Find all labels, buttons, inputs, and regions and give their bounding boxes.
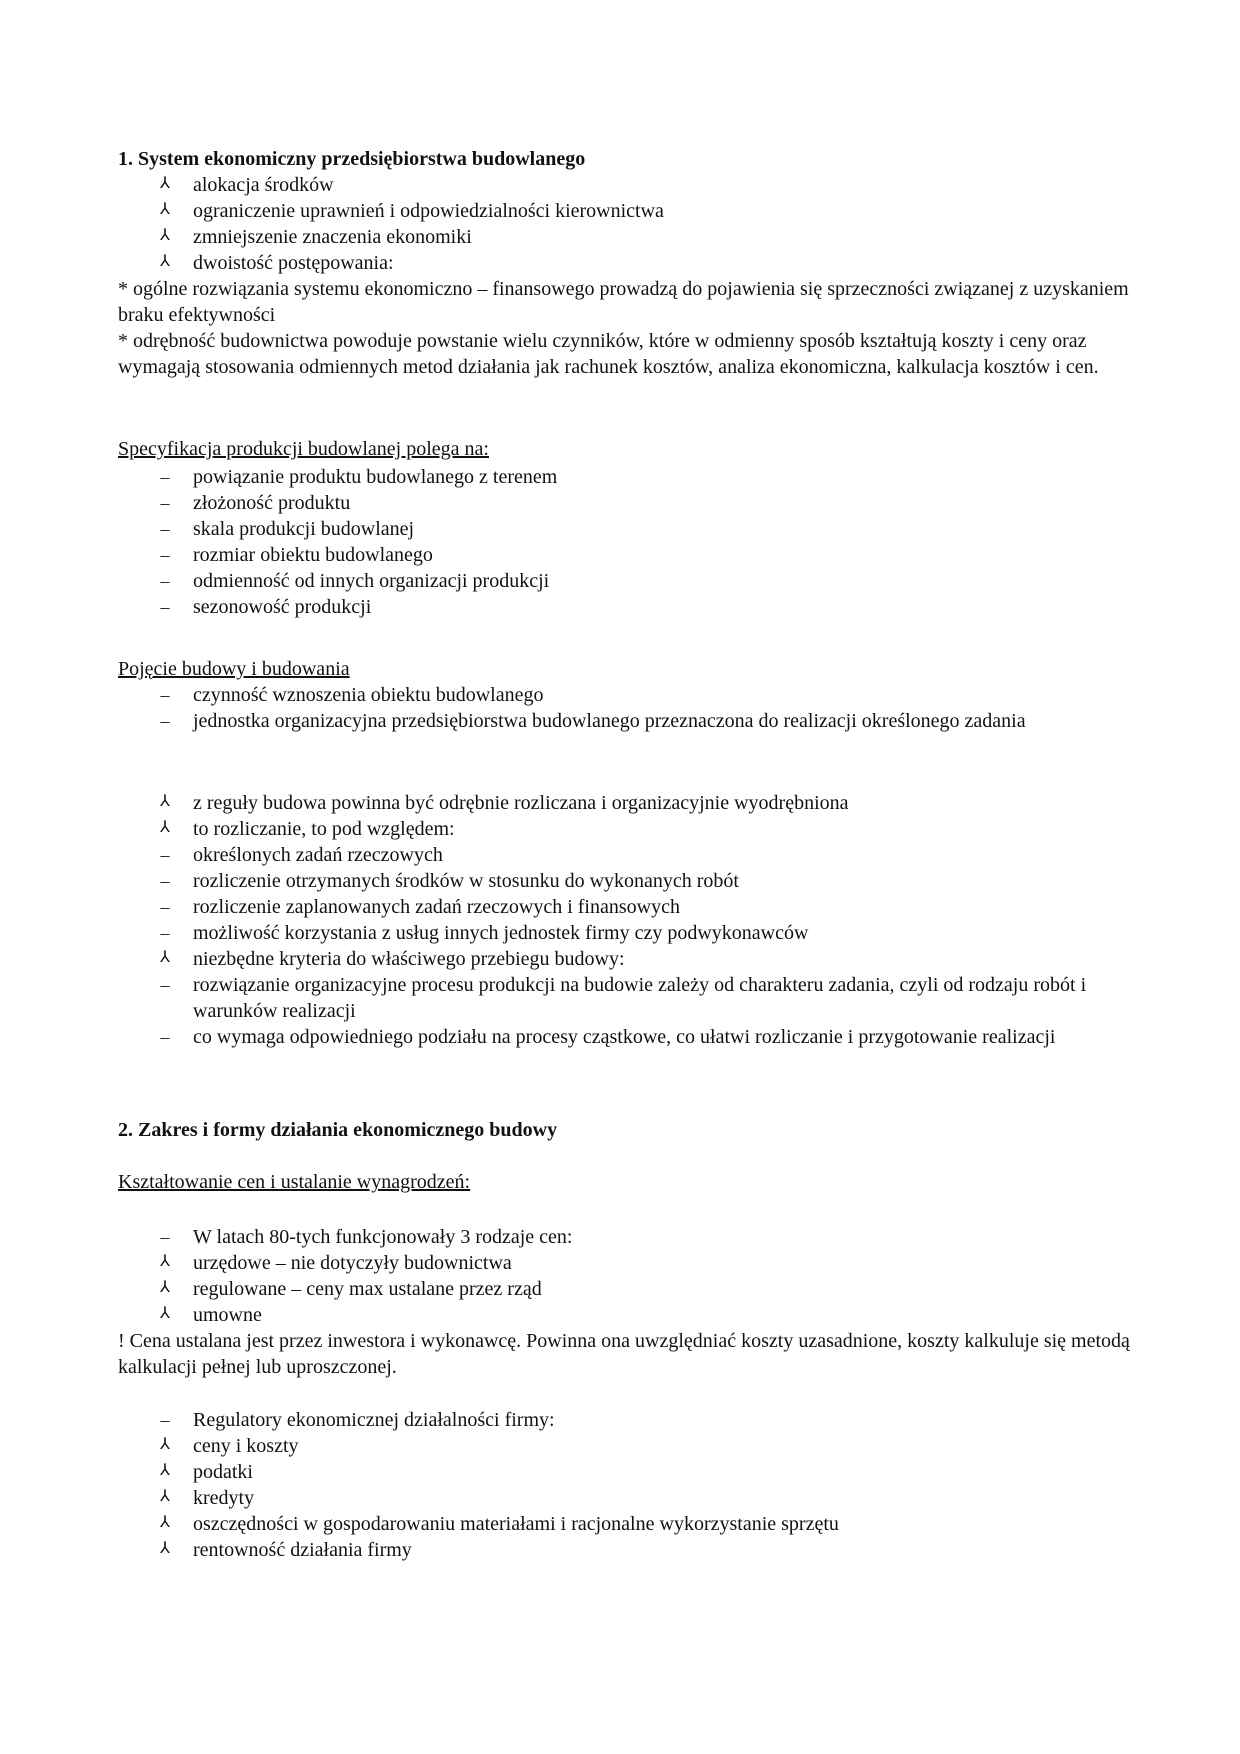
triangle-bullet-icon: ⅄: [160, 1436, 170, 1453]
list-item: – możliwość korzystania z usług innych jednostek firmy czy podwykonawców: [118, 920, 1130, 946]
list-item: ⅄ urzędowe – nie dotyczyły budownictwa: [118, 1250, 1130, 1276]
pojecie-section: [118, 656, 1130, 734]
triangle-bullet-icon: ⅄: [160, 175, 170, 192]
list-item: ⅄ ograniczenie uprawnień i odpowiedzialności kierownictwa: [118, 198, 1130, 224]
triangle-bullet-icon: ⅄: [160, 1514, 170, 1531]
list-item: – rozwiązanie organizacyjne procesu produkcji na budowie zależy od charakteru zadania, czyli od rodzaju robót i warunków realizacji: [118, 972, 1130, 1024]
dash-bullet-icon: –: [160, 685, 170, 705]
prices-subheading: Kształtowanie cen i ustalanie wynagrodzeń:: [118, 1171, 471, 1193]
triangle-bullet-icon: ⅄: [160, 227, 170, 244]
list-item: ⅄ kredyty: [118, 1485, 1130, 1511]
dash-bullet-icon: –: [160, 897, 170, 917]
triangle-bullet-icon: ⅄: [160, 1540, 170, 1557]
list-item: – sezonowość produkcji: [118, 594, 1130, 620]
triangle-bullet-icon: ⅄: [160, 253, 170, 270]
dash-bullet-icon: –: [160, 923, 170, 943]
list-item: – jednostka organizacyjna przedsiębiorstwa budowlanego przeznaczona do realizacji określonego zadania: [118, 708, 1130, 734]
list-item: ⅄ niezbędne kryteria do właściwego przebiegu budowy:: [118, 946, 1130, 972]
triangle-bullet-icon: ⅄: [160, 1279, 170, 1296]
triangle-bullet-icon: ⅄: [160, 1305, 170, 1322]
pojecie-heading: Pojęcie budowy i budowania: [118, 658, 350, 680]
list-item: – skala produkcji budowlanej: [118, 516, 1130, 542]
list-item: – określonych zadań rzeczowych: [118, 842, 1130, 868]
list-item: – powiązanie produktu budowlanego z terenem: [118, 464, 1130, 490]
note-paragraph: * ogólne rozwiązania systemu ekonomiczno – finansowego prowadzą do pojawienia się sprzeczności związanej z uzyskaniem braku efektywności: [118, 278, 1129, 326]
dash-bullet-icon: –: [160, 1410, 170, 1430]
list-item: ⅄ regulowane – ceny max ustalane przez rząd: [118, 1276, 1130, 1302]
triangle-bullet-icon: ⅄: [160, 819, 170, 836]
dash-bullet-icon: –: [160, 1027, 170, 1047]
prices-section: [118, 1169, 1130, 1195]
list-item: – Regulatory ekonomicznej działalności firmy:: [118, 1407, 1130, 1433]
triangle-bullet-icon: ⅄: [160, 949, 170, 966]
dash-bullet-icon: –: [160, 975, 170, 995]
dash-bullet-icon: –: [160, 571, 170, 591]
triangle-bullet-icon: ⅄: [160, 201, 170, 218]
spec-section: [118, 436, 1130, 620]
note-paragraph: ! Cena ustalana jest przez inwestora i wykonawcę. Powinna ona uwzględniać koszty uzasadnione, koszty kalkuluje się metodą kalkulacji pełnej lub uproszczonej.: [118, 1330, 1130, 1378]
list-item: ⅄ oszczędności w gospodarowaniu materiałami i racjonalne wykorzystanie sprzętu: [118, 1511, 1130, 1537]
section-2: [118, 1117, 1130, 1143]
list-item: ⅄ ceny i koszty: [118, 1433, 1130, 1459]
list-item: – W latach 80-tych funkcjonowały 3 rodzaje cen:: [118, 1224, 1130, 1250]
dash-bullet-icon: –: [160, 871, 170, 891]
section-1: [118, 146, 1130, 380]
list-item: ⅄ dwoistość postępowania:: [118, 250, 1130, 276]
list-item: – złożoność produktu: [118, 490, 1130, 516]
budowa-list: [118, 790, 1130, 1050]
dash-bullet-icon: –: [160, 545, 170, 565]
list-item: ⅄ rentowność działania firmy: [118, 1537, 1130, 1563]
dash-bullet-icon: –: [160, 493, 170, 513]
list-item: ⅄ alokacja środków: [118, 172, 1130, 198]
section-1-heading: 1. System ekonomiczny przedsiębiorstwa budowlanego: [118, 148, 586, 170]
section-2-heading: 2. Zakres i formy działania ekonomicznego budowy: [118, 1119, 558, 1141]
list-item: ⅄ podatki: [118, 1459, 1130, 1485]
list-item: ⅄ z reguły budowa powinna być odrębnie rozliczana i organizacyjnie wyodrębniona: [118, 790, 1130, 816]
list-item: – rozliczenie otrzymanych środków w stosunku do wykonanych robót: [118, 868, 1130, 894]
dash-bullet-icon: –: [160, 519, 170, 539]
note-paragraph: * odrębność budownictwa powoduje powstanie wielu czynników, które w odmienny sposób kształtują koszty i ceny oraz wymagają stosowania odmiennych metod działania jak rachunek kosztów, analiza ekonomiczna, kalkulacja kosztów i cen.: [118, 330, 1099, 378]
dash-bullet-icon: –: [160, 1227, 170, 1247]
list-item: – co wymaga odpowiedniego podziału na procesy cząstkowe, co ułatwi rozliczanie i przygotowanie realizacji: [118, 1024, 1130, 1050]
list-item: ⅄ zmniejszenie znaczenia ekonomiki: [118, 224, 1130, 250]
list-item: – rozmiar obiektu budowlanego: [118, 542, 1130, 568]
dash-bullet-icon: –: [160, 597, 170, 617]
list-item: – czynność wznoszenia obiektu budowlanego: [118, 682, 1130, 708]
prices-list: [118, 1224, 1130, 1380]
list-item: – rozliczenie zaplanowanych zadań rzeczowych i finansowych: [118, 894, 1130, 920]
spec-heading: Specyfikacja produkcji budowlanej polega na:: [118, 438, 489, 460]
triangle-bullet-icon: ⅄: [160, 1488, 170, 1505]
dash-bullet-icon: –: [160, 711, 170, 731]
triangle-bullet-icon: ⅄: [160, 793, 170, 810]
list-item: – odmienność od innych organizacji produkcji: [118, 568, 1130, 594]
triangle-bullet-icon: ⅄: [160, 1253, 170, 1270]
dash-bullet-icon: –: [160, 467, 170, 487]
regulators-list: [118, 1407, 1130, 1563]
dash-bullet-icon: –: [160, 845, 170, 865]
list-item: ⅄ umowne: [118, 1302, 1130, 1328]
triangle-bullet-icon: ⅄: [160, 1462, 170, 1479]
list-item: ⅄ to rozliczanie, to pod względem:: [118, 816, 1130, 842]
